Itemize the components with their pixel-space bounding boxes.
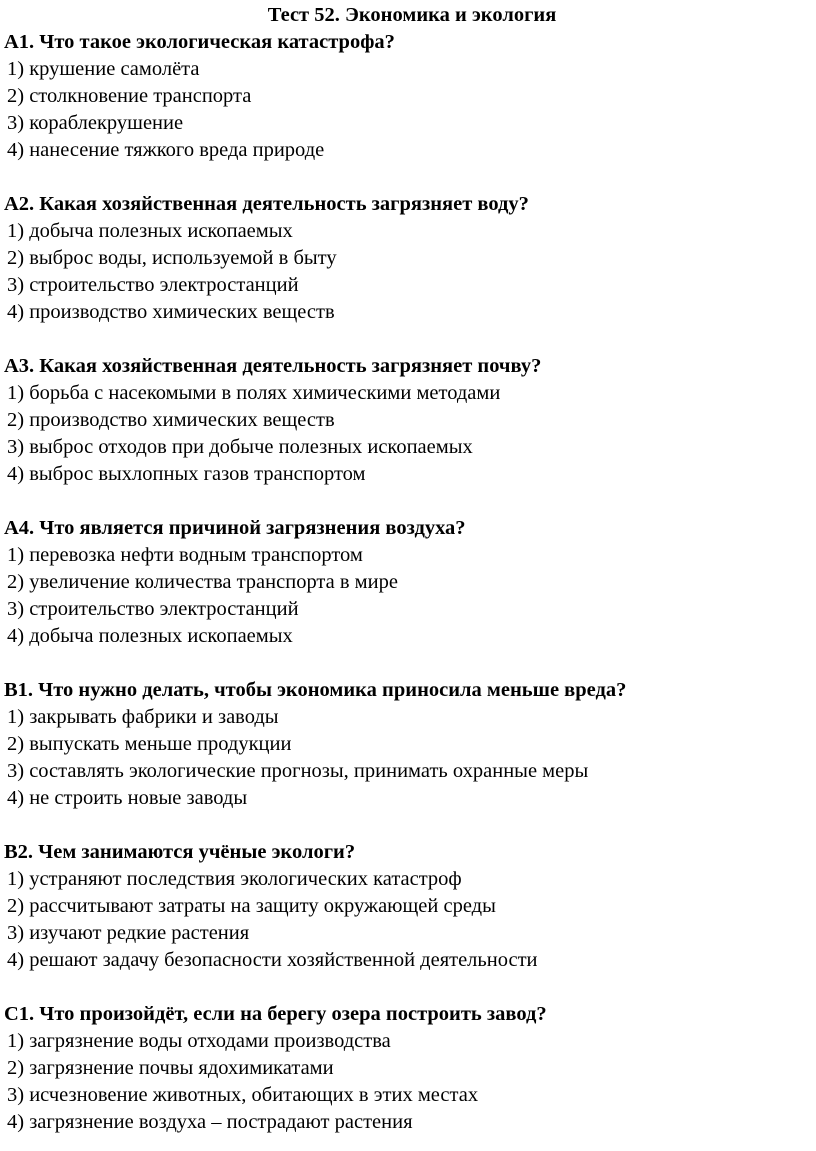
answer-option: 3) строительство электростанций (7, 274, 299, 296)
answer-option: 1) закрывать фабрики и заводы (7, 706, 279, 728)
answer-option: 4) нанесение тяжкого вреда природе (7, 139, 325, 161)
question-a3 (4, 353, 816, 488)
answer-option: 1) крушение самолёта (7, 58, 200, 80)
answer-option: 1) добыча полезных ископаемых (7, 220, 293, 242)
question-b2 (4, 839, 816, 974)
question-a4 (4, 515, 816, 650)
question-text: С1. Что произойдёт, если на берегу озера построить завод? (4, 1003, 547, 1025)
question-text: А4. Что является причиной загрязнения воздуха? (4, 517, 466, 539)
answer-option: 1) перевозка нефти водным транспортом (7, 544, 363, 566)
question-a2 (4, 191, 816, 326)
answer-option: 3) составлять экологические прогнозы, принимать охранные меры (7, 760, 589, 782)
answer-option: 4) выброс выхлопных газов транспортом (7, 463, 366, 485)
answer-option: 4) решают задачу безопасности хозяйственной деятельности (7, 949, 538, 971)
question-text: А1. Что такое экологическая катастрофа? (4, 31, 395, 53)
answer-option: 3) изучают редкие растения (7, 922, 250, 944)
answer-option: 3) кораблекрушение (7, 112, 184, 134)
answer-option: 4) загрязнение воздуха – пострадают растения (7, 1111, 413, 1133)
answer-option: 1) устраняют последствия экологических катастроф (7, 868, 462, 890)
answer-option: 2) выброс воды, используемой в быту (7, 247, 337, 269)
question-c1 (4, 1001, 816, 1136)
question-text: В1. Что нужно делать, чтобы экономика приносила меньше вреда? (4, 679, 627, 701)
answer-option: 2) увеличение количества транспорта в мире (7, 571, 398, 593)
answer-option: 2) загрязнение почвы ядохимикатами (7, 1057, 334, 1079)
answer-option: 2) столкновение транспорта (7, 85, 252, 107)
question-text: А3. Какая хозяйственная деятельность загрязняет почву? (4, 355, 542, 377)
document-title: Тест 52. Экономика и экология (267, 4, 557, 26)
answer-option: 1) борьба с насекомыми в полях химическими методами (7, 382, 501, 404)
answer-option: 3) строительство электростанций (7, 598, 299, 620)
answer-option: 4) не строить новые заводы (7, 787, 248, 809)
answer-option: 1) загрязнение воды отходами производства (7, 1030, 391, 1052)
question-a1 (4, 29, 816, 164)
answer-option: 4) производство химических веществ (7, 301, 335, 323)
answer-option: 3) выброс отходов при добыче полезных ископаемых (7, 436, 473, 458)
answer-option: 2) выпускать меньше продукции (7, 733, 292, 755)
answer-option: 2) рассчитывают затраты на защиту окружающей среды (7, 895, 496, 917)
answer-option: 2) производство химических веществ (7, 409, 335, 431)
answer-option: 4) добыча полезных ископаемых (7, 625, 293, 647)
question-b1 (4, 677, 816, 812)
answer-option: 3) исчезновение животных, обитающих в этих местах (7, 1084, 479, 1106)
question-text: В2. Чем занимаются учёные экологи? (4, 841, 356, 863)
question-text: А2. Какая хозяйственная деятельность загрязняет воду? (4, 193, 529, 215)
